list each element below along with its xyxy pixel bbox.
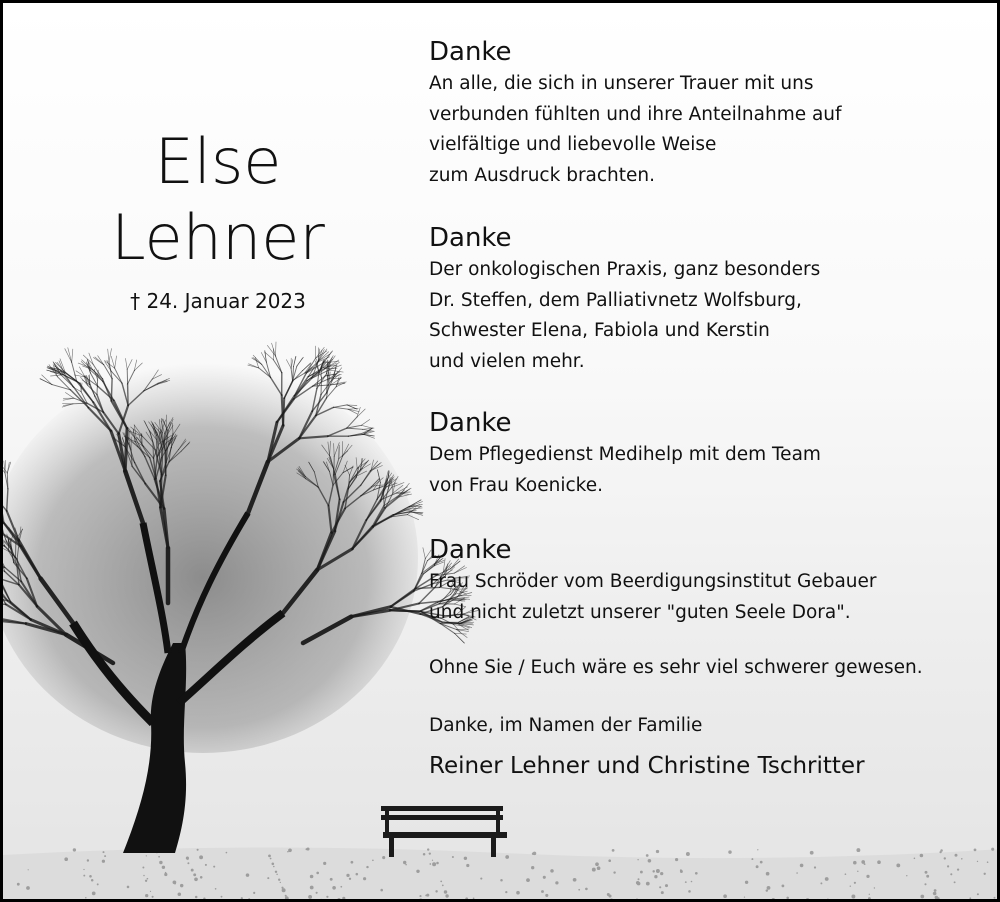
deceased-first-name: Else <box>154 125 282 198</box>
death-date: † 24. Januar 2023 <box>130 289 306 313</box>
thanks-section <box>429 37 989 191</box>
section-line: vielfältige und liebevolle Weise <box>429 134 717 155</box>
family-signature: Reiner Lehner und Christine Tschritter <box>429 753 865 779</box>
closing-sentence: Ohne Sie / Euch wäre es sehr viel schwerer gewesen. <box>429 657 923 678</box>
section-heading: Danke <box>429 223 512 253</box>
section-heading: Danke <box>429 535 512 565</box>
section-heading: Danke <box>429 37 512 67</box>
snowy-ground <box>3 847 1000 902</box>
section-line: Der onkologischen Praxis, ganz besonders <box>429 259 821 280</box>
section-line: Dr. Steffen, dem Palliativnetz Wolfsburg, <box>429 289 802 311</box>
section-line: und nicht zuletzt unserer "guten Seele Dora". <box>429 601 851 623</box>
section-line: An alle, die sich in unserer Trauer mit uns <box>429 73 814 94</box>
section-line: zum Ausdruck brachten. <box>429 164 656 186</box>
section-line: und vielen mehr. <box>429 350 585 372</box>
deceased-last-name: Lehner <box>111 201 325 274</box>
section-line: verbunden fühlten und ihre Anteilnahme auf <box>429 103 842 125</box>
section-line: von Frau Koenicke. <box>429 474 603 496</box>
thanks-section <box>429 535 989 628</box>
section-line: Dem Pflegedienst Medihelp mit dem Team <box>429 444 821 465</box>
section-line: Frau Schröder vom Beerdigungsinstitut Gebauer <box>429 571 877 592</box>
section-line: Schwester Elena, Fabiola und Kerstin <box>429 320 770 341</box>
section-heading: Danke <box>429 408 512 438</box>
thanks-section <box>429 408 989 501</box>
tree-crown <box>3 363 418 753</box>
family-thanks-line: Danke, im Namen der Familie <box>429 715 703 736</box>
thanks-section <box>429 223 989 377</box>
